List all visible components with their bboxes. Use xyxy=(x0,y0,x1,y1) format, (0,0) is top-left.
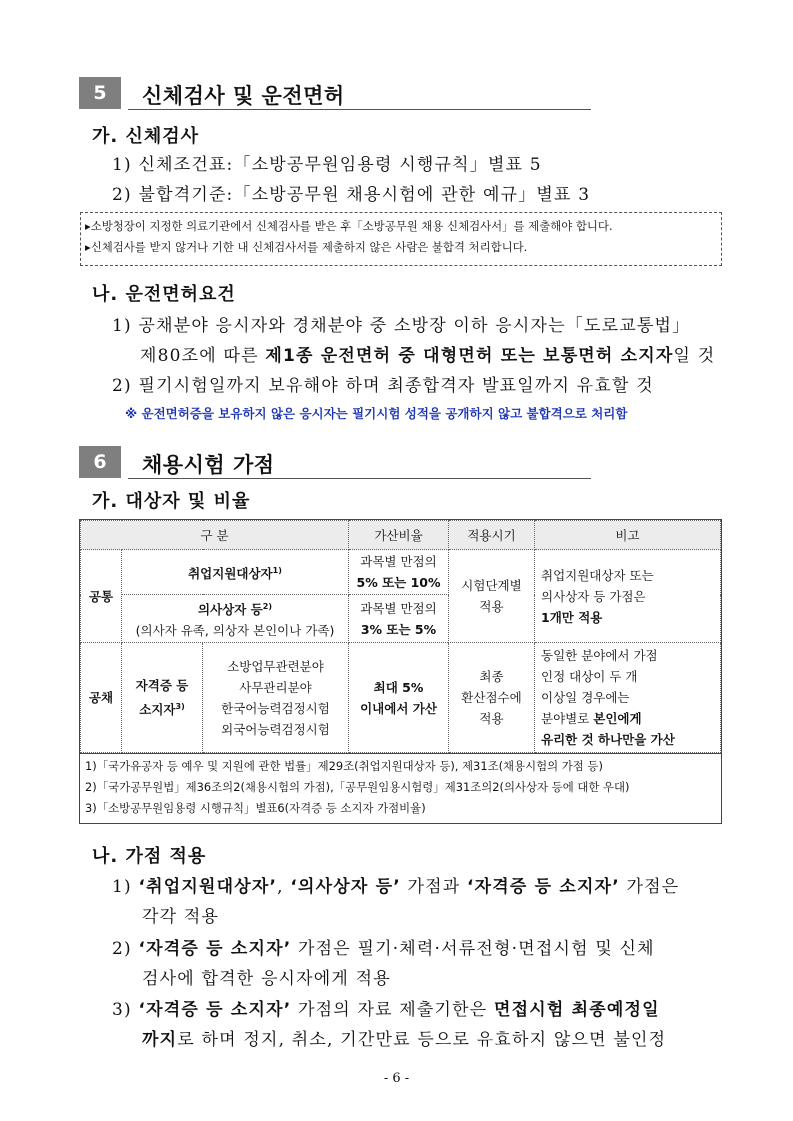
section-underline xyxy=(128,478,591,479)
timing-cell: 시험단계별 적용 xyxy=(449,550,535,643)
list-item: 3) ‘자격증 등 소지자’ 가점의 자료 제출기한은 면접시험 최종예정일 xyxy=(112,1000,660,1020)
footnote: 1)「국가유공자 등 예우 및 지원에 관한 법률」제29조(취업지원대상자 등), 제31조(채용시험의 가점 등) xyxy=(85,759,603,774)
section-title-5: 신체검사 및 운전면허 xyxy=(142,84,345,108)
section-title-6: 채용시험 가점 xyxy=(142,453,275,477)
footnote: 3)「소방공무원임용령 시행규칙」별표6(자격증 등 소지자 가점비율) xyxy=(85,801,426,816)
header-category: 구 분 xyxy=(81,521,349,550)
subsection-title: 가. 대상자 및 비율 xyxy=(92,491,251,512)
table-footnotes xyxy=(80,753,721,823)
row-employment-support: 취업지원대상자$^{1)}$ xyxy=(122,550,349,595)
row-certificate-holders: 자격증 등 소지자$^{3)}$ xyxy=(122,643,203,753)
subsection-title: 나. 운전면허요건 xyxy=(92,284,236,305)
list-item: 2) 불합격기준:「소방공무원 채용시험에 관한 예규」별표 3 xyxy=(112,185,591,205)
header-remarks: 비고 xyxy=(535,521,721,550)
list-item: 2) ‘자격증 등 소지자’ 가점은 필기·체력·서류전형·면접시험 및 신체 xyxy=(112,939,655,959)
header-rate: 가산비율 xyxy=(349,521,449,550)
list-item-continuation: 까지로 하며 정지, 취소, 기간만료 등으로 유효하지 않으면 불인정 xyxy=(142,1030,667,1050)
subsection-title: 가. 신체검사 xyxy=(92,126,200,147)
section-underline xyxy=(128,109,591,110)
rate-cell: 과목별 만점의 5% 또는 10% xyxy=(349,550,449,595)
notice-box xyxy=(80,212,722,266)
list-item: 1) 공채분야 응시자와 경채분야 중 소방장 이하 응시자는「도로교통법」 xyxy=(112,316,691,336)
warning-text: ※ 운전면허증을 보유하지 않은 응시자는 필기시험 성적을 공개하지 않고 불합격으로 처리함 xyxy=(125,406,628,421)
group-open-recruitment: 공채 xyxy=(81,643,122,753)
list-item-continuation: 제80조에 따른 제1종 운전면허 중 대형면허 또는 보통면허 소지자일 것 xyxy=(140,346,716,366)
footnote: 2)「국가공무원법」제36조의2(채용시험의 가점),「공무원임용시험령」제31조의2(의사상자 등에 대한 우대) xyxy=(85,780,630,795)
section-number-6: 6 xyxy=(79,446,121,478)
notice-line: ▸소방청장이 지정한 의료기관에서 신체검사를 받은 후「소방공무원 채용 신체검사서」를 제출해야 합니다. xyxy=(85,219,613,233)
group-common: 공통 xyxy=(81,550,122,643)
notice-line: ▸신체검사를 받지 않거나 기한 내 신체검사서를 제출하지 않은 사람은 불합격 처리합니다. xyxy=(85,240,528,254)
certificate-fields: 소방업무관련분야 사무관리분야 한국어능력검정시험 외국어능력검정시험 xyxy=(203,643,349,753)
list-item: 1) 신체조건표:「소방공무원임용령 시행규칙」별표 5 xyxy=(112,155,542,175)
remarks-cell: 취업지원대상자 또는 의사상자 등 가점은 1개만 적용 xyxy=(535,550,721,643)
list-item-continuation: 각각 적용 xyxy=(142,907,220,927)
remarks-cell: 동일한 분야에서 가점 인정 대상이 두 개 이상일 경우에는 분야별로 본인에게 유리한 것 하나만을 가산 xyxy=(535,643,721,753)
rate-cell: 최대 5% 이내에서 가산 xyxy=(349,643,449,753)
rate-cell: 과목별 만점의 3% 또는 5% xyxy=(349,595,449,643)
list-item: 1) ‘취업지원대상자’, ‘의사상자 등’ 가점과 ‘자격증 등 소지자’ 가점은 xyxy=(112,877,680,897)
list-item-continuation: 검사에 합격한 응시자에게 적용 xyxy=(142,969,391,989)
timing-cell: 최종 환산점수에 적용 xyxy=(449,643,535,753)
page-number: - 6 - xyxy=(383,1071,410,1086)
bonus-table xyxy=(79,519,722,824)
row-injured-persons: 의사상자 등$^{2)}$ (의사자 유족, 의상자 본인이나 가족) xyxy=(122,595,349,643)
header-timing: 적용시기 xyxy=(449,521,535,550)
list-item: 2) 필기시험일까지 보유해야 하며 최종합격자 발표일까지 유효할 것 xyxy=(112,376,654,396)
subsection-title: 나. 가점 적용 xyxy=(92,846,207,867)
section-number-5: 5 xyxy=(79,77,121,109)
